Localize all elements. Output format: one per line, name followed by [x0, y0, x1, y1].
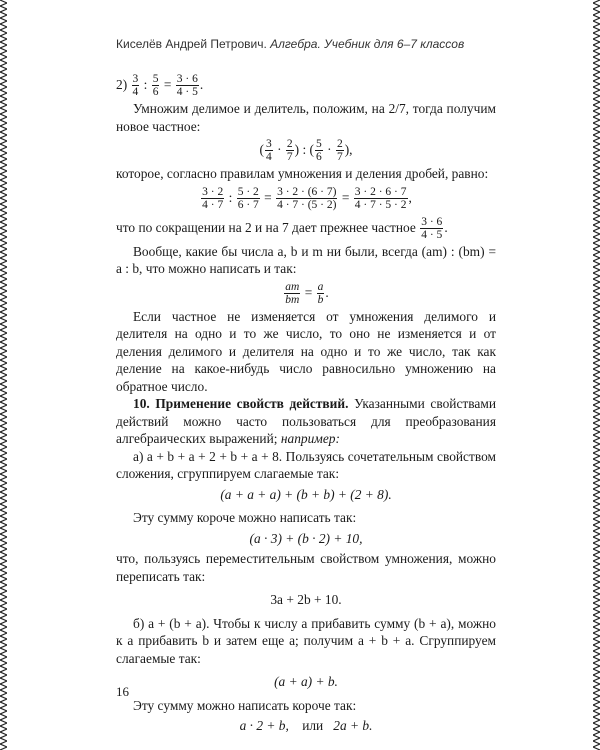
- formula-general: $\frac{am}{bm}$ = $\frac{a}{b}$ .: [285, 280, 329, 306]
- paragraph-multiply: Умножим делимое и делитель, положим, на 2/7, тогда получим новое частное:: [116, 101, 496, 134]
- header-author: Киселёв Андрей Петрович.: [116, 37, 267, 51]
- fraction: $\frac{5}{6}$: [152, 73, 159, 99]
- equation-4: (a + a) + b.: [274, 674, 338, 689]
- running-header: [116, 37, 496, 51]
- paragraph-rules: которое, согласно правилам умножения и деления дробей, равно:: [116, 166, 489, 181]
- left-zigzag-border: [0, 0, 7, 750]
- equation-3: 3a + 2b + 10.: [270, 592, 342, 607]
- equation-1: (a + a + a) + (b + b) + (2 + 8).: [220, 486, 392, 502]
- item-a: а) a + b + a + 2 + b + a + 8. Пользуясь сочетательным свойством сложения, сгруппируем слагаемые так:: [116, 448, 496, 481]
- paragraph-general: Вообще, какие бы числа a, b и m ни были, всегда (am) : (bm) = a : b, что можно написать и так:: [116, 243, 496, 276]
- paragraph-commutative: что, пользуясь переместительным свойством умножения, можно переписать так:: [116, 551, 496, 584]
- equation-2: (a · 3) + (b · 2) + 10,: [249, 530, 363, 546]
- formula-long: $\frac{3 \cdot 2}{4 \cdot 7}$ : $\frac{5 \cdot 2}{6 \cdot 7}$ = $\frac{3 \cdot 2 \cdot (6 \cdot 7)}{4 \cdot 7 \cdot (5 \cdot 2)}$ = $\frac{3 \cdot 2 \cdot 6 \cdot 7}{4 \cdot 7 \cdot 5 \cdot 2}$ ,: [202, 185, 412, 211]
- paragraph-conclusion: Если частное не изменяется от умножения делимого и делителя на одно и то же число, то оно не изменяется и от деления делимого и делителя на одно и то же число, так как деление на какое-нибудь число равносильно умножению на обратное число.: [116, 308, 496, 394]
- paragraph-reduction: что по сокращении на 2 и на 7 дает прежнее частное $\frac{3 \cdot 6}{4 \cdot 5}$ .: [116, 215, 448, 241]
- page-number: 16: [116, 684, 129, 699]
- right-zigzag-border: [593, 0, 600, 750]
- equation-5: a · 2 + b, или 2a + b.: [239, 718, 373, 733]
- formula-new-quotient: ( $\frac{3}{4}$ · $\frac{2}{7}$ ) : ( $\frac{5}{6}$ · $\frac{2}{7}$ ),: [259, 138, 353, 164]
- page-body: [116, 70, 496, 735]
- section-10: 10. Применение свойств действий. Указанными свойствами действий можно часто пользоваться для преобразования алгебраических выражений; например:: [116, 396, 496, 446]
- fraction: $\frac{3 \cdot 6}{4 \cdot 5}$: [176, 73, 198, 99]
- example-2-line: 2) $\frac{3}{4}$ : $\frac{5}{6}$ = $\frac{3 \cdot 6}{4 \cdot 5}$ .: [116, 73, 204, 99]
- section-heading: 10. Применение свойств действий.: [133, 396, 349, 411]
- paragraph-shorter-2: Эту сумму можно написать короче так:: [133, 697, 357, 713]
- fraction: $\frac{3}{4}$: [132, 73, 139, 99]
- item-b: б) a + (b + a). Чтобы к числу a прибавить сумму (b + a), можно к a прибавить b и затем еще a; получим a + b + a. Сгруппируем слагаемые так:: [116, 615, 496, 666]
- paragraph-shorter: Эту сумму короче можно написать так:: [133, 510, 357, 525]
- header-title: Алгебра. Учебник для 6–7 классов: [270, 37, 465, 51]
